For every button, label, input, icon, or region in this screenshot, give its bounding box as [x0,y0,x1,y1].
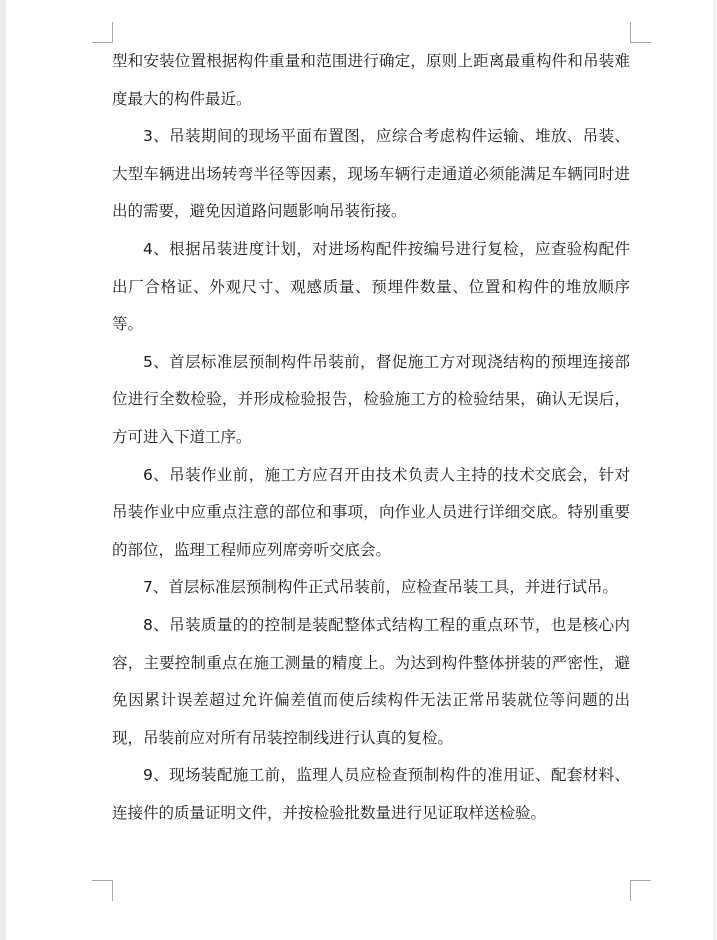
paragraph-item-7[interactable]: 7、首层标准层预制构件正式吊装前，应检查吊装工具，并进行试吊。 [143,578,618,597]
document-body[interactable] [112,43,630,832]
paragraph-item-5[interactable]: 5、首层标准层预制构件吊装前，督促施工方对现浇结构的预埋连接部位进行全数检验，并形成检验报告，检验施工方的检验结果，确认无误后，方可进入下道工序。 [112,352,630,446]
page-left-margin-shadow [0,0,6,940]
crop-mark-top-right [630,22,651,43]
paragraph-item-8[interactable]: 8、吊装质量的的控制是装配整体式结构工程的重点环节，也是核心内容，主要控制重点在施工测量的精度上。为达到构件整体拼装的严密性，避免因累计误差超过允许偏差值而使后续构件无法正常吊装就位等问题的出现，吊装前应对所有吊装控制线进行认真的复检。 [112,615,630,747]
crop-mark-top-left [92,22,113,43]
paragraph-item-6[interactable]: 6、吊装作业前，施工方应召开由技术负责人主持的技术交底会，针对吊装作业中应重点注意的部位和事项，向作业人员进行详细交底。特别重要的部位，监理工程师应列席旁听交底会。 [112,465,630,559]
crop-mark-bottom-left [92,880,113,901]
page-right-margin-shadow [713,0,717,940]
paragraph-item-9[interactable]: 9、现场装配施工前，监理人员应检查预制构件的准用证、配套材料、连接件的质量证明文件，并按检验批数量进行见证取样送检验。 [112,766,630,822]
paragraph-item-4[interactable]: 4、根据吊装进度计划，对进场构配件按编号进行复检，应查验构配件出厂合格证、外观尺寸、观感质量、预埋件数量、位置和构件的堆放顺序等。 [112,239,630,334]
paragraph-continuation[interactable]: 型和安装位置根据构件重量和范围进行确定，原则上距离最重构件和吊装难度最大的构件最近。 [112,52,630,108]
paragraph-item-3[interactable]: 3、吊装期间的现场平面布置图，应综合考虑构件运输、堆放、吊装、大型车辆进出场转弯半径等因素，现场车辆行走通道必须能满足车辆同时进出的需要，避免因道路问题影响吊装衔接。 [112,127,630,221]
crop-mark-bottom-right [630,880,651,901]
